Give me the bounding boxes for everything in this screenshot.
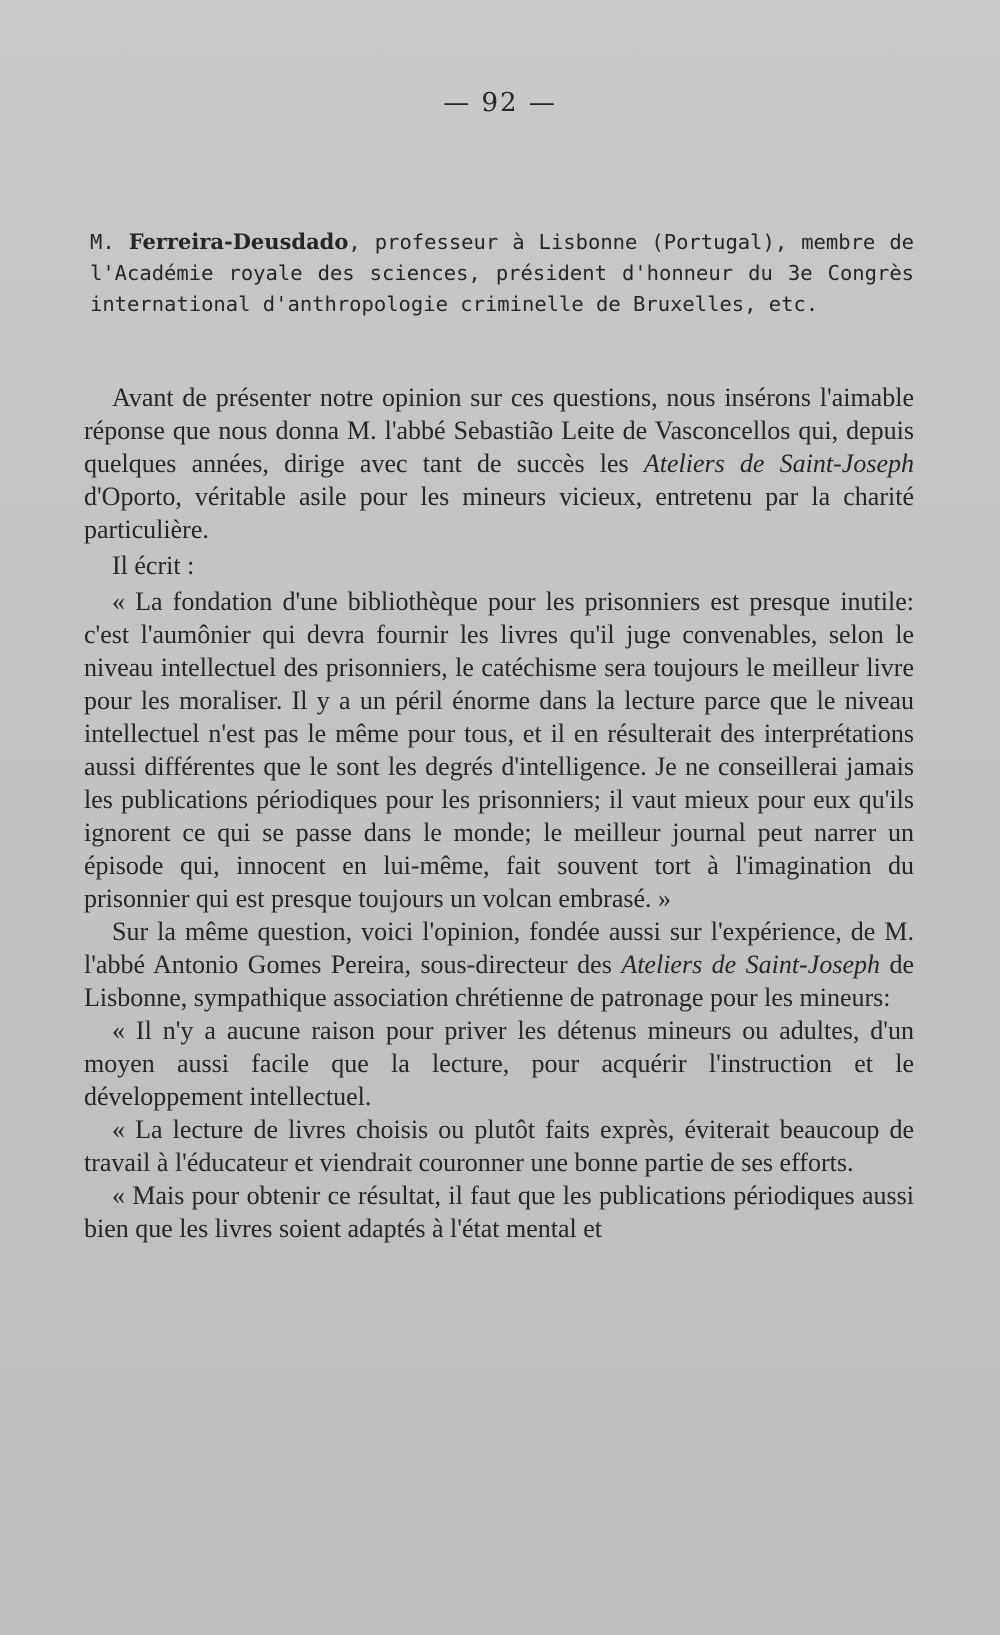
paragraph-opinion-text-a: Sur la même question, voici l'opinion, fondée aussi sur l'expérience, de M. l'abbé Antonio Gomes Pereira, sous-directeur des xyxy=(84,917,914,979)
paragraph-intro-text-b: d'Oporto, véritable asile pour les mineurs vicieux, entretenu par la charité particulière. xyxy=(84,482,914,544)
paragraph-opinion-text-b: de Lisbonne, sympathique association chrétienne de patronage pour les mineurs: xyxy=(84,950,914,1012)
paragraph-intro-text-a: Avant de présenter notre opinion sur ces questions, nous insérons l'aimable réponse que nous donna M. l'abbé Sebastião Leite de Vasconcellos qui, depuis quelques années, dirige avec tant de succès les xyxy=(84,383,914,478)
page-number: — 92 — xyxy=(443,88,557,118)
respondent-description: , professeur à Lisbonne (Portugal), membre de l'Académie royale des sciences, président d'honneur du 3e Congrès international d'anthropologie criminelle de Bruxelles, etc. xyxy=(90,230,914,316)
respondent-name: Ferreira-Deusdado xyxy=(128,229,349,254)
heading-prefix: M. xyxy=(90,230,115,254)
paragraph-quote-pereira-2: « La lecture de livres choisis ou plutôt faits exprès, éviterait beaucoup de travail à l'éducateur et viendrait couronner une bonne partie de ses efforts. xyxy=(84,1115,914,1177)
paragraph-opinion-italic: Ateliers de Saint-Joseph xyxy=(621,950,880,979)
paragraph-intro-italic: Ateliers de Saint-Joseph xyxy=(643,449,914,478)
paragraph-intro xyxy=(84,381,914,546)
paragraph-opinion-pereira xyxy=(84,915,914,1014)
paragraph-il-ecrit: Il écrit : xyxy=(112,551,195,580)
paragraph-quote-leite: « La fondation d'une bibliothèque pour les prisonniers est presque inutile: c'est l'aumônier qui devra fournir les livres qu'il juge convenables, selon le niveau intellectuel des prisonniers, le catéchisme sera toujours le meilleur livre pour les moraliser. Il y a un péril énorme dans la lecture parce que le niveau intellectuel n'est pas le même pour tous, et il en résulterait des interprétations aussi différentes que le sont les degrés d'intelligence. Je ne conseillerai jamais les publications périodiques pour les prisonniers; il vaut mieux pour eux qu'ils ignorent ce qui se passe dans le monde; le meilleur journal peut narrer un épisode qui, innocent en lui-même, fait souvent tort à l'imagination du prisonnier qui est presque toujours un volcan embrasé. » xyxy=(84,587,914,913)
paragraph-quote-pereira-1: « Il n'y a aucune raison pour priver les détenus mineurs ou adultes, d'un moyen aussi facile que la lecture, pour acquérir l'instruction et le développement intellectuel. xyxy=(84,1016,914,1111)
paragraph-quote-pereira-3: « Mais pour obtenir ce résultat, il faut que les publications périodiques aussi bien que les livres soient adaptés à l'état mental et xyxy=(84,1181,914,1243)
body-text xyxy=(84,381,914,1245)
respondent-heading xyxy=(90,226,914,320)
